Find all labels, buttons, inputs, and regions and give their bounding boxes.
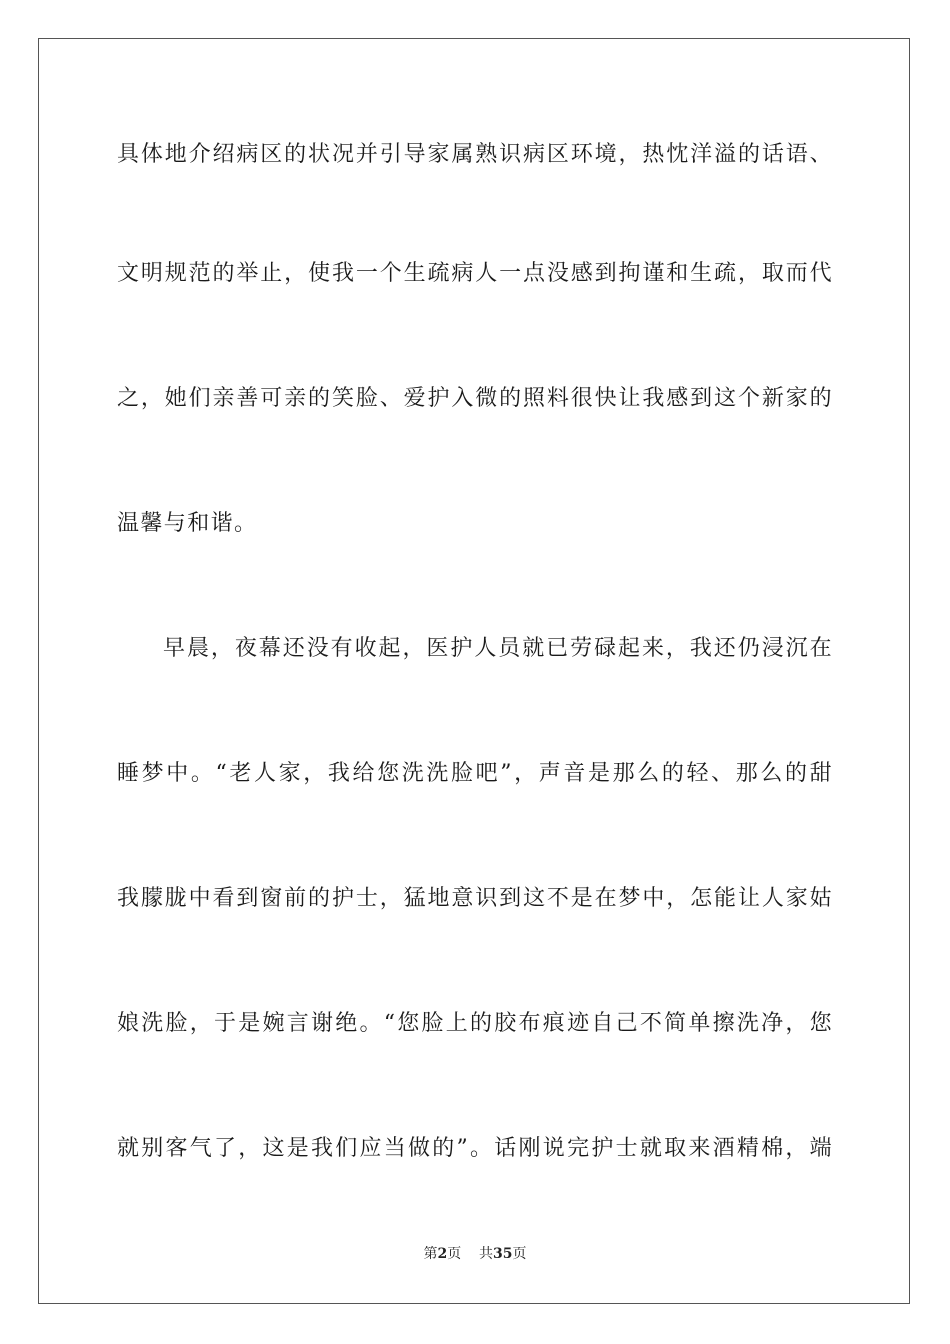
page-border [38, 38, 910, 1304]
page-number: 2 [437, 1246, 448, 1262]
total-suffix: 页 [512, 1246, 527, 1262]
paragraph-first-line: 早晨，夜幕还没有收起，医护人员就已劳碌起来，我还仍浸沉在 [163, 636, 833, 661]
body-text-line: 具体地介绍病区的状况并引导家属熟识病区环境，热忱洋溢的话语、 [117, 142, 833, 167]
total-pages: 35 [493, 1246, 513, 1262]
page-prefix: 第 [423, 1246, 438, 1262]
total-prefix: 共 [479, 1246, 494, 1262]
body-text-line: 文明规范的举止，使我一个生疏病人一点没感到拘谨和生疏，取而代 [117, 261, 833, 286]
body-text-line: 就别客气了，这是我们应当做的”。话刚说完护士就取来酒精棉，端 [117, 1136, 833, 1161]
body-text-line: 娘洗脸，于是婉言谢绝。“您脸上的胶布痕迹自己不简单擦洗净，您 [117, 1011, 833, 1036]
page-footer [0, 1245, 950, 1263]
body-text-line: 我朦胧中看到窗前的护士，猛地意识到这不是在梦中，怎能让人家姑 [117, 886, 833, 911]
body-text-line: 温馨与和谐。 [117, 511, 258, 536]
body-text-line: 之，她们亲善可亲的笑脸、爱护入微的照料很快让我感到这个新家的 [117, 386, 833, 411]
body-text-line: 睡梦中。“老人家，我给您洗洗脸吧”，声音是那么的轻、那么的甜 [117, 761, 833, 786]
page-suffix: 页 [447, 1246, 462, 1262]
